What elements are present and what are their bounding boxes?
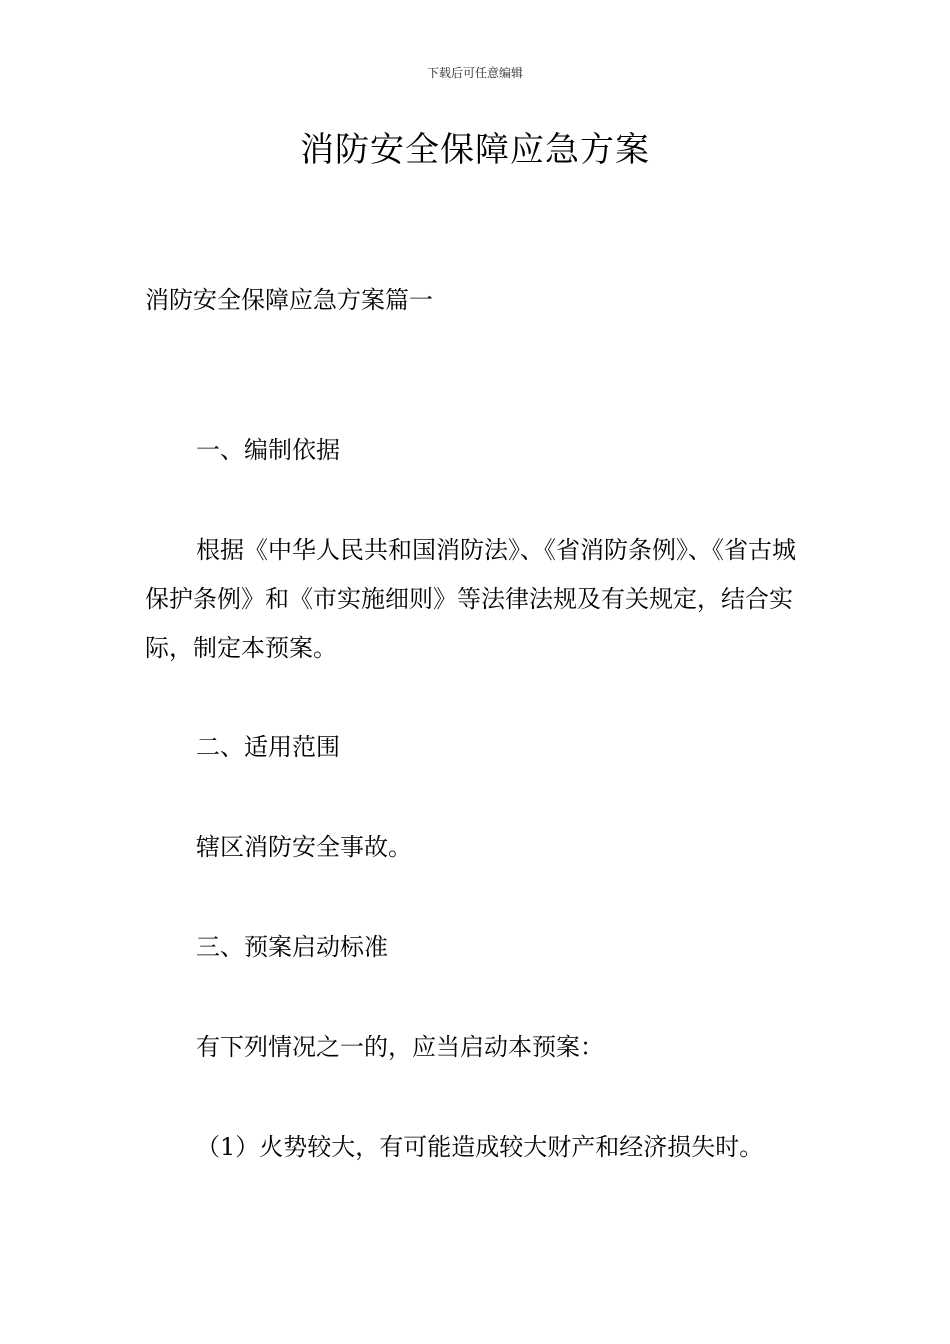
section-heading-activation-criteria: 三、预案启动标准 bbox=[196, 933, 388, 961]
header-note: 下载后可任意编辑 bbox=[426, 66, 523, 80]
document-subtitle: 消防安全保障应急方案篇一 bbox=[145, 286, 433, 314]
section-paragraph-activation-criteria: 有下列情况之一的，应当启动本预案： bbox=[196, 1033, 604, 1061]
section-heading-scope: 二、适用范围 bbox=[196, 733, 340, 761]
section-heading-basis: 一、编制依据 bbox=[196, 436, 340, 464]
section-paragraph-basis: 根据《中华人民共和国消防法》、《省消防条例》、《省古城保护条例》和《市实施细则》等法律法规及有关规定，结合实际，制定本预案。 bbox=[145, 536, 796, 662]
list-item: （1）火势较大，有可能造成较大财产和经济损失时。 bbox=[196, 1133, 764, 1161]
document-title: 消防安全保障应急方案 bbox=[300, 130, 650, 170]
section-paragraph-scope: 辖区消防安全事故。 bbox=[196, 833, 412, 861]
